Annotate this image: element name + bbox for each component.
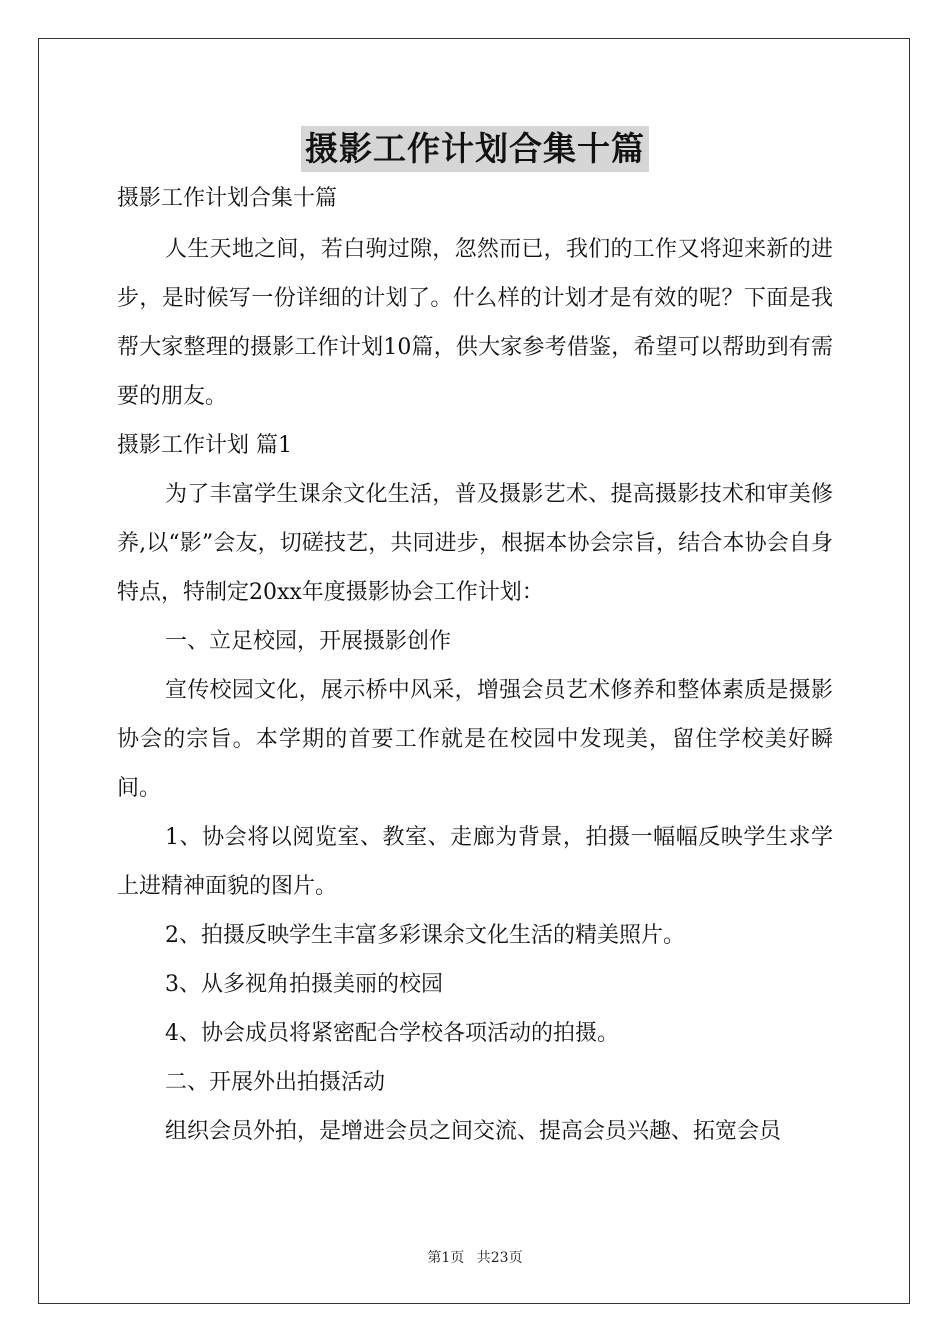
paragraph: 2、拍摄反映学生丰富多彩课余文化生活的精美照片。	[165, 923, 685, 948]
document-body	[117, 180, 833, 1156]
intro-paragraph: 人生天地之间，若白驹过隙，忽然而已，我们的工作又将迎来新的进步，是时候写一份详细的计划了。什么样的计划才是有效的呢？下面是我帮大家整理的摄影工作计划10篇，供大家参考借鉴，希望可以帮助到有需要的朋友。	[117, 237, 833, 409]
paragraph: 4、协会成员将紧密配合学校各项活动的拍摄。	[165, 1021, 619, 1046]
section-heading: 摄影工作计划 篇1	[117, 433, 292, 458]
paragraph: 一、立足校园，开展摄影创作	[165, 629, 452, 654]
page-footer	[0, 1247, 950, 1267]
paragraph: 3、从多视角拍摄美丽的校园	[165, 972, 443, 997]
document-title: 摄影工作计划合集十篇	[301, 126, 649, 172]
paragraph: 组织会员外拍，是增进会员之间交流、提高会员兴趣、拓宽会员	[165, 1119, 782, 1144]
subtitle: 摄影工作计划合集十篇	[117, 186, 338, 211]
paragraph: 宣传校园文化，展示桥中风采，增强会员艺术修养和整体素质是摄影协会的宗旨。本学期的首要工作就是在校园中发现美，留住学校美好瞬间。	[117, 678, 833, 801]
page-total: 共23页	[476, 1250, 523, 1266]
paragraph: 二、开展外出拍摄活动	[165, 1070, 386, 1095]
paragraph: 为了丰富学生课余文化生活，普及摄影艺术、提高摄影技术和审美修养,以“影”会友，切磋技艺，共同进步，根据本协会宗旨，结合本协会自身特点，特制定20xx年度摄影协会工作计划：	[117, 482, 833, 605]
page-number: 第1页	[427, 1250, 465, 1266]
paragraph: 1、协会将以阅览室、教室、走廊为背景，拍摄一幅幅反映学生求学上进精神面貌的图片。	[117, 825, 833, 899]
title-container	[0, 126, 950, 172]
